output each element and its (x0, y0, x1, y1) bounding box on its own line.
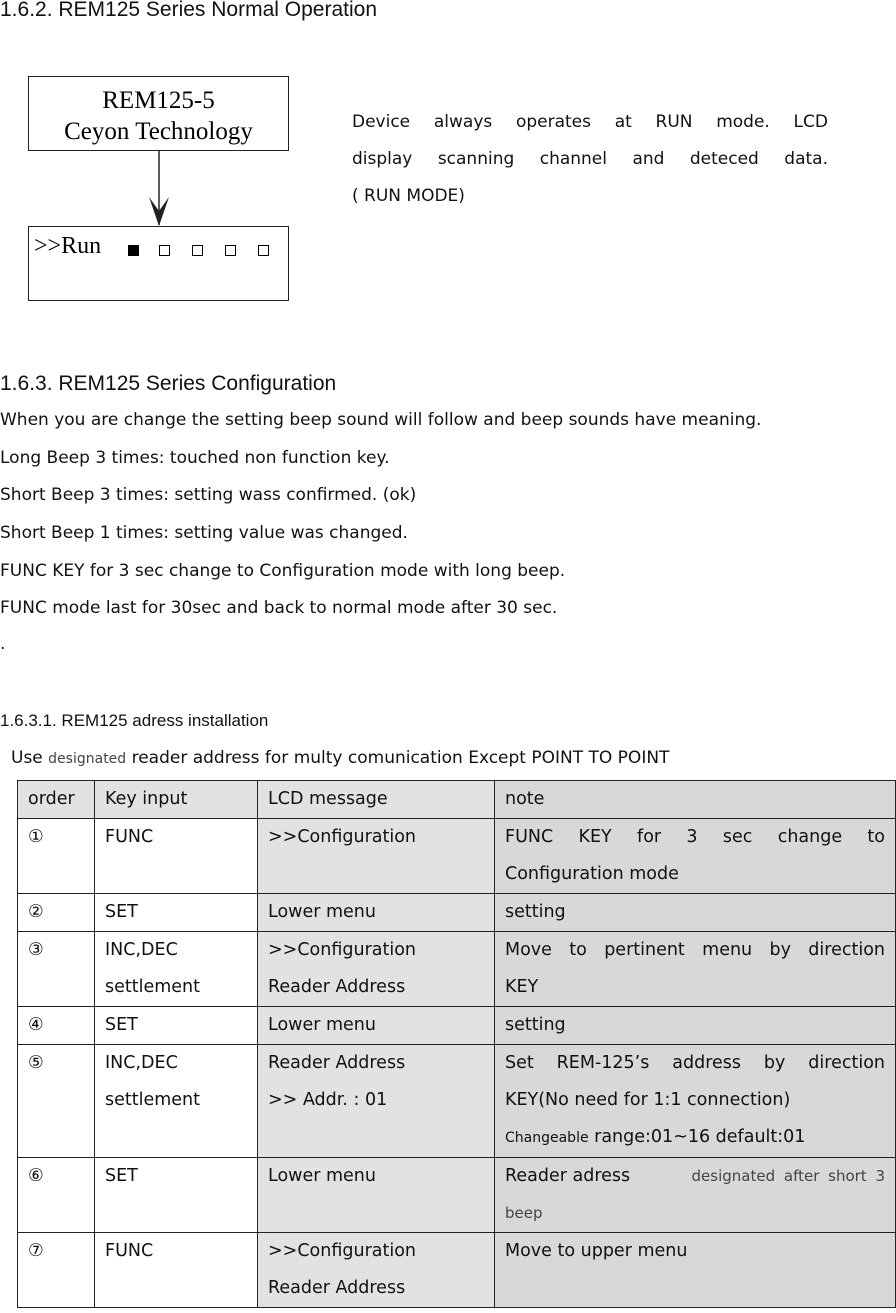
key-cell: INC,DEC settlement (95, 932, 258, 1007)
order-cell: ⑤ (18, 1045, 95, 1158)
description-line: Device always operates at RUN mode. LCD (352, 112, 828, 132)
order-cell: ④ (18, 1007, 95, 1045)
device-model-label: REM125-5 (102, 87, 215, 114)
note-cell: setting (495, 1007, 896, 1045)
table-row (18, 1158, 896, 1233)
note-cell: setting (495, 894, 896, 932)
address-intro: Use designated reader address for multy comunication Except POINT TO POINT (11, 748, 670, 768)
config-text-line: . (0, 634, 6, 654)
description-line: ( RUN MODE) (352, 186, 465, 206)
header-note: note (495, 781, 896, 819)
lcd-cell: >>Configuration (258, 819, 495, 894)
header-lcd-message: LCD message (258, 781, 495, 819)
key-cell: SET (95, 1007, 258, 1045)
config-text-line: When you are change the setting beep sound will follow and beep sounds have meaning. (0, 410, 762, 430)
order-cell: ⑥ (18, 1158, 95, 1233)
note-cell: Move to upper menu (495, 1233, 896, 1308)
table-header-row (18, 781, 896, 819)
config-text-line: Short Beep 1 times: setting value was changed. (0, 523, 408, 543)
note-cell: FUNC KEY for 3 sec change to Configuration mode (495, 819, 896, 894)
lcd-cell: Lower menu (258, 1007, 495, 1045)
description-line: display scanning channel and deteced data. (352, 149, 828, 169)
lcd-cell: Lower menu (258, 1158, 495, 1233)
key-cell: SET (95, 1158, 258, 1233)
lcd-cell: >>Configuration Reader Address (258, 932, 495, 1007)
device-box (28, 76, 289, 151)
lcd-indicator (159, 245, 170, 256)
table-row (18, 819, 896, 894)
lcd-run-text: >>Run (34, 233, 102, 259)
order-cell: ⑦ (18, 1233, 95, 1308)
table-row (18, 932, 896, 1007)
table-row (18, 1007, 896, 1045)
run-mode-description (352, 104, 828, 215)
lcd-box (28, 226, 289, 301)
key-cell: FUNC (95, 819, 258, 894)
table-row (18, 1045, 896, 1158)
key-cell: FUNC (95, 1233, 258, 1308)
down-arrow-icon (148, 151, 170, 229)
lcd-indicator (225, 245, 236, 256)
note-cell: Move to pertinent menu by direction KEY (495, 932, 896, 1007)
config-text-line: Long Beep 3 times: touched non function key. (0, 448, 390, 468)
lcd-cell: Lower menu (258, 894, 495, 932)
header-order: order (18, 781, 95, 819)
order-cell: ② (18, 894, 95, 932)
table-row (18, 1233, 896, 1308)
note-cell: Reader adress designated after short 3 beep (495, 1158, 896, 1233)
lcd-indicator-filled (128, 245, 139, 256)
header-key-input: Key input (95, 781, 258, 819)
lcd-indicator (258, 245, 269, 256)
lcd-cell: Reader Address >> Addr. : 01 (258, 1045, 495, 1158)
lcd-indicator (192, 245, 203, 256)
section-heading-normal-operation: 1.6.2. REM125 Series Normal Operation (0, 0, 378, 21)
config-text-line: Short Beep 3 times: setting wass confirmed. (ok) (0, 485, 417, 505)
address-steps-table (17, 780, 896, 1308)
section-heading-address-installation: 1.6.3.1. REM125 adress installation (0, 711, 269, 730)
config-text-line: FUNC KEY for 3 sec change to Configuration mode with long beep. (0, 561, 566, 581)
table-row (18, 894, 896, 932)
section-heading-configuration: 1.6.3. REM125 Series Configuration (0, 372, 337, 395)
key-cell: SET (95, 894, 258, 932)
order-cell: ① (18, 819, 95, 894)
note-cell: Set REM-125’s address by direction KEY(No need for 1:1 connection) Changeable range:01~16 default:01 (495, 1045, 896, 1158)
order-cell: ③ (18, 932, 95, 1007)
lcd-cell: >>Configuration Reader Address (258, 1233, 495, 1308)
key-cell: INC,DEC settlement (95, 1045, 258, 1158)
config-text-line: FUNC mode last for 30sec and back to normal mode after 30 sec. (0, 598, 558, 618)
device-maker-label: Ceyon Technology (64, 118, 253, 145)
